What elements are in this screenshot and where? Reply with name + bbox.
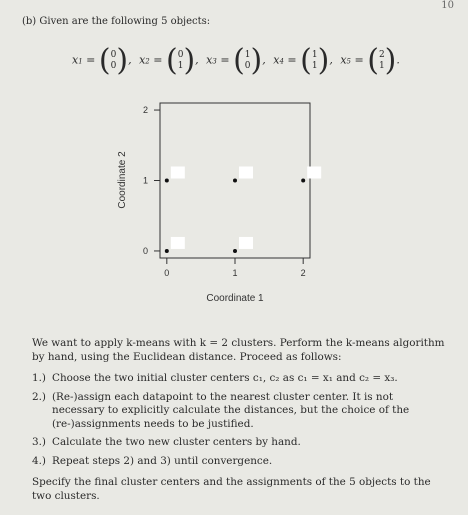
y-tick-label: 0 bbox=[142, 245, 148, 256]
label-mask bbox=[307, 167, 321, 179]
label-mask bbox=[239, 167, 253, 179]
step-item: 3.) Calculate the two new cluster centers by hand. bbox=[32, 436, 301, 448]
object-2: x2 = ( 0 1 ), bbox=[139, 43, 199, 78]
label-mask bbox=[171, 167, 185, 179]
object-4: x4 = ( 1 1 ), bbox=[273, 43, 333, 78]
page-number: 10 bbox=[441, 0, 454, 11]
final-instruction: Specify the final cluster centers and the assignments of the 5 objects to the two clusters. bbox=[32, 476, 431, 502]
data-point bbox=[233, 179, 237, 183]
task-intro: We want to apply k-means with k = 2 clusters. Perform the k-means algorithm by hand, using the Euclidean distance. Proceed as follows: bbox=[32, 337, 445, 363]
x-tick-label: 2 bbox=[300, 268, 306, 278]
object-3: x3 = ( 1 0 ), bbox=[206, 43, 266, 78]
label-mask bbox=[171, 237, 185, 249]
x-axis-label: Coordinate 1 bbox=[206, 293, 264, 304]
y-axis-label: Coordinate 2 bbox=[117, 151, 128, 209]
task-text bbox=[32, 337, 447, 511]
x-tick-label: 0 bbox=[164, 268, 170, 278]
y-tick-label: 2 bbox=[142, 105, 148, 116]
steps-list bbox=[32, 372, 447, 468]
data-point bbox=[165, 249, 169, 253]
x-tick-label: 1 bbox=[232, 268, 238, 278]
y-tick-label: 1 bbox=[142, 175, 148, 186]
data-point bbox=[301, 179, 305, 183]
data-points bbox=[165, 167, 321, 253]
step-item: 4.) Repeat steps 2) and 3) until convergence. bbox=[32, 454, 273, 467]
question-intro: (b) Given are the following 5 objects: bbox=[22, 16, 211, 27]
label-mask bbox=[239, 237, 253, 249]
data-point bbox=[165, 179, 169, 183]
y-axis-ticks bbox=[143, 105, 160, 256]
step-item: 1.) Choose the two initial cluster centers c₁, c₂ as c₁ = x₁ and c₂ = x₃. bbox=[32, 372, 398, 384]
x-axis-ticks bbox=[164, 258, 305, 278]
data-point bbox=[233, 249, 237, 253]
step-item: 2.) (Re-)assign each datapoint to the nearest cluster center. It is not necessary to explicitly calculate the distances, but the choice of the (re-)assignments needs to be justified. bbox=[32, 390, 410, 430]
object-5: x5 = ( 2 1 ). bbox=[340, 43, 400, 78]
object-1: x1 = ( 0 0 ), bbox=[72, 43, 132, 78]
